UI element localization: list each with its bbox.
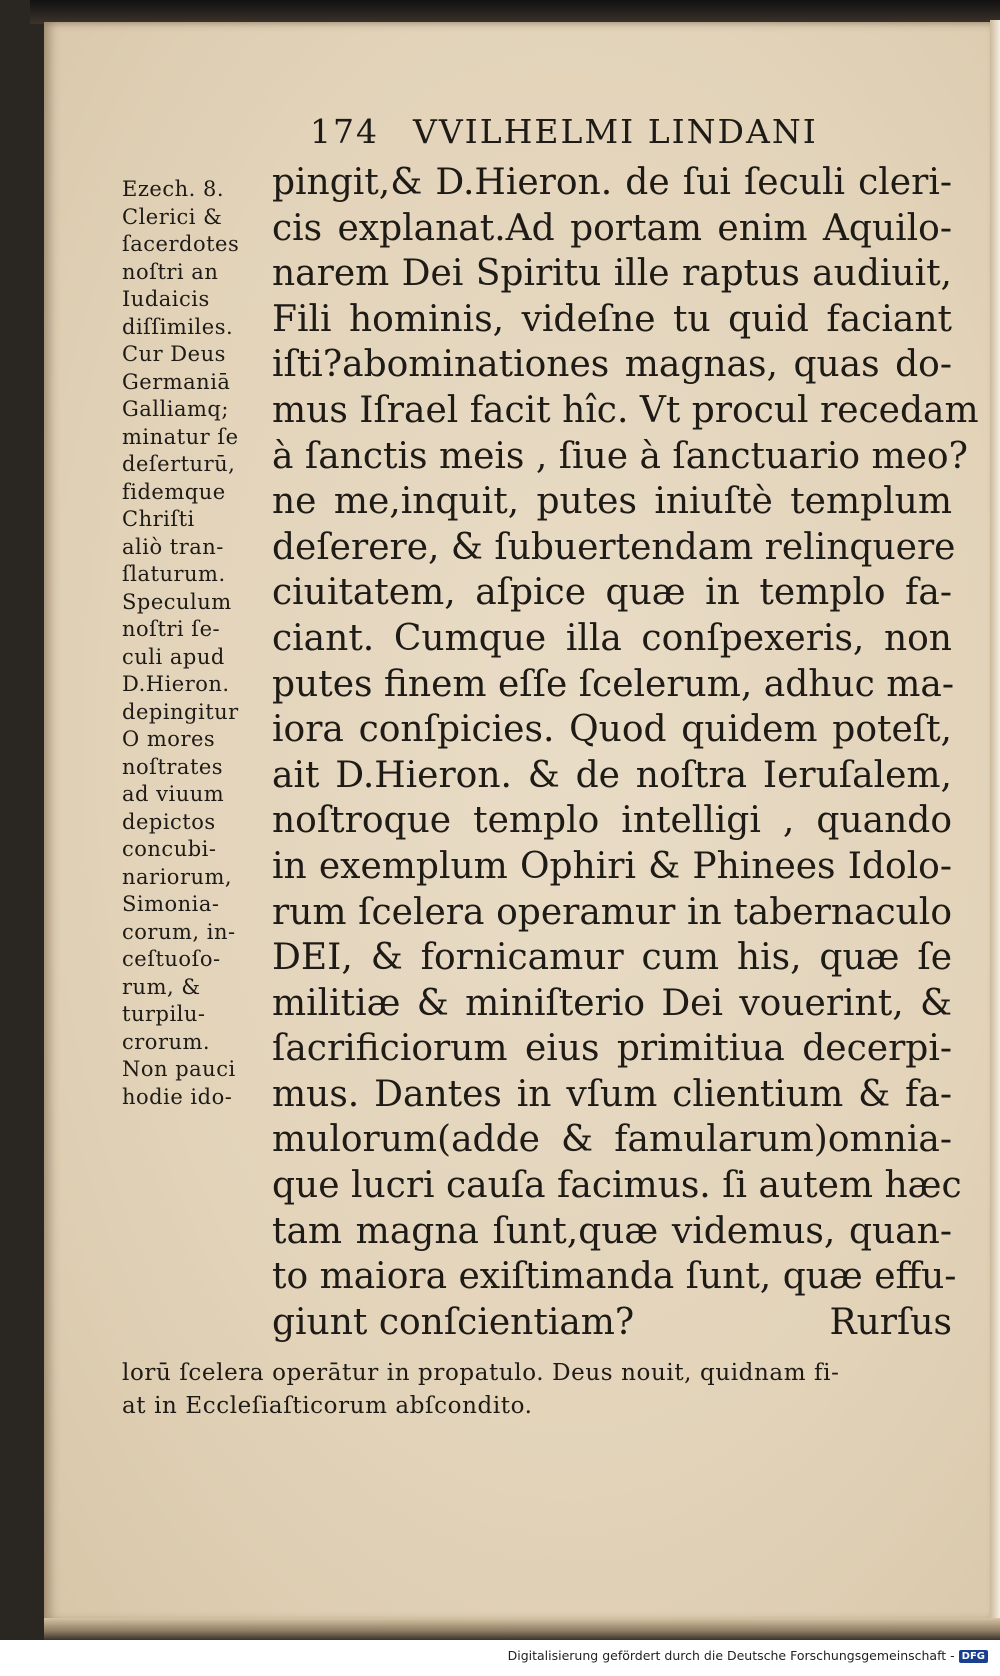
margin-note-line: minatur ſe (122, 424, 239, 449)
text-line: mulorum(adde & famularum)omnia- (272, 1119, 952, 1161)
text-line: in exemplum Ophiri & Phinees Idolo- (272, 845, 952, 887)
digitization-credit (0, 1648, 988, 1672)
text-line: noſtroque templo intelligi , quando (272, 800, 952, 842)
text-line: narem Dei Spiritu ille raptus audiuit, (272, 253, 952, 295)
margin-note-line: D.Hieron. (122, 672, 230, 696)
text-line: tam magna ſunt,quæ videmus, quan- (272, 1210, 952, 1252)
margin-note-line: rum, & (122, 974, 201, 999)
margin-note-line: ſacerdotes (122, 232, 240, 256)
last-line-text: giunt conſcientiam? (272, 1301, 635, 1343)
text-line: to maiora exiſtimanda ſunt, quæ effu- (272, 1256, 957, 1298)
running-title: VVILHELMI LINDANI (413, 112, 818, 151)
margin-note-line: Speculum (122, 589, 232, 614)
margin-note-line: O mores (122, 727, 216, 751)
text-line: ſacrificiorum eius primitiua decerpi- (272, 1028, 952, 1070)
text-line: rum ſcelera operamur in tabernaculo (272, 891, 952, 933)
page-number: 174 (310, 112, 379, 151)
text-line: putes finem eſſe ſcelerum, adhuc ma- (272, 663, 954, 705)
margin-note-line: noſtri an (122, 259, 219, 284)
margin-note-line: noſtrates (122, 754, 224, 779)
text-line: cis explanat.Ad portam enim Aquilo- (272, 207, 952, 249)
text-line: militiæ & miniſterio Dei vouerint, & (272, 982, 952, 1024)
margin-note-line: corum, in- (122, 919, 236, 944)
margin-note-line: crorum. (122, 1029, 211, 1054)
margin-note-line: ceſtuoſo- (122, 947, 221, 971)
margin-note-line: fidemque (122, 479, 226, 504)
margin-note-line: ſlaturum. (122, 562, 226, 586)
text-line: DEI, & fornicamur cum his, quæ ſe (272, 937, 952, 979)
margin-note-line: Chriſti (122, 507, 195, 531)
text-line: Fili hominis, videſne tu quid faciant (272, 298, 952, 340)
margin-note-line: nariorum, (122, 864, 233, 889)
margin-note-line: aliò tran- (122, 534, 224, 559)
text-line: iora conſpicies. Quod quidem poteſt, (272, 709, 952, 751)
running-header (310, 112, 930, 162)
margin-note-line: turpilu- (122, 1002, 206, 1026)
page-bottom-edge (44, 1618, 1000, 1640)
text-line: à ſanctis meis , ſiue à ſanctuario meo? (272, 435, 968, 477)
text-line: ciuitatem, aſpice quæ in templo fa- (272, 572, 952, 614)
margin-note-line: Germaniā (122, 369, 231, 394)
book-top-edge (30, 0, 1000, 24)
margin-note-line: depictos (122, 809, 216, 834)
margin-note-line: Iudaicis (122, 287, 210, 311)
text-line-last (272, 1300, 952, 1346)
bottom-note (122, 1357, 952, 1423)
margin-note-line: concubi- (122, 837, 217, 861)
text-line: ne me,inquit, putes iniuſtè templum (272, 481, 952, 523)
bottom-note-line: at in Eccleſiaſticorum abſcondito. (122, 1393, 533, 1419)
text-line: que lucri cauſa facimus. ſi autem hæc (272, 1165, 962, 1207)
margin-note-line: Clerici & (122, 204, 223, 229)
margin-note-line: deſerturū, (122, 452, 236, 476)
margin-note-line: Simonia- (122, 892, 220, 916)
margin-note-line: Ezech. 8. (122, 177, 224, 201)
credit-text: Digitalisierung gefördert durch die Deutsche Forschungsgemeinschaft - (507, 1648, 955, 1663)
margin-note-line: hodie ido- (122, 1084, 233, 1109)
text-line: deſerere, & ſubuertendam relinquere (272, 526, 956, 568)
text-line: pingit,& D.Hieron. de ſui ſeculi cleri- (272, 162, 952, 203)
bottom-note-line: lorū ſcelera operātur in propatulo. Deus nouit, quidnam fi- (122, 1360, 840, 1386)
text-line: ait D.Hieron. & de noſtra Ieruſalem, (272, 754, 952, 796)
margin-note-line: culi apud (122, 644, 225, 669)
margin-note-line: Non pauci (122, 1057, 236, 1081)
margin-note-line: diſſimiles. (122, 314, 234, 339)
margin-notes (122, 176, 272, 1111)
margin-note-line: depingitur (122, 699, 239, 724)
margin-note-line: noſtri ſe- (122, 617, 221, 641)
margin-note-line: ad viuum (122, 782, 225, 806)
margin-note-line: Galliamq; (122, 397, 229, 421)
main-text-column (272, 160, 979, 1345)
text-line: mus. Dantes in vſum clientium & fa- (272, 1073, 952, 1115)
text-line: mus Iſrael facit hîc. Vt procul recedam (272, 389, 979, 431)
page-right-edge (990, 20, 1000, 1640)
text-line: ciant. Cumque illa conſpexeris, non (272, 617, 952, 659)
margin-note-line: Cur Deus (122, 342, 226, 366)
catchword: Rurſus (829, 1301, 952, 1343)
dfg-logo: DFG (959, 1650, 988, 1663)
text-line: iſti?abominationes magnas, quas do- (272, 344, 952, 386)
